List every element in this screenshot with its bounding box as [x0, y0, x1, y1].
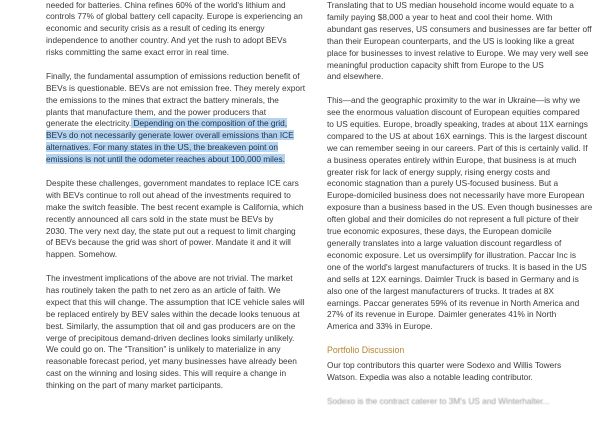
text-line: This—and the geographic proximity to the war in Ukraine—is why we: [327, 95, 581, 106]
text-line: generally translates into a large valuation discount regardless of: [327, 238, 562, 249]
text-line: a business operates entirely within Europe, that business is at much: [327, 154, 577, 165]
right-paragraph-1: [327, 0, 593, 83]
cut-off-line: Sodexo is the contract caterer to 3M's US and Winterhalter...: [327, 395, 550, 406]
text-line: 2030. The very next day, the state put out a request to limit charging: [46, 225, 296, 236]
text-line: BEVs is questionable. BEVs are not emission free. They merely export: [46, 82, 306, 93]
left-paragraph-4: [46, 273, 309, 392]
text-line: exposure than a business based in the US. Even though businesses are: [327, 202, 593, 213]
text-line: economic exposure. Let us oversimplify for illustration. Paccar Inc is: [327, 249, 577, 260]
text-line: happen. Somehow.: [46, 249, 118, 260]
left-paragraph-1: [46, 0, 309, 59]
text-line: has routinely taken the path to net zero as an article of faith. We: [46, 284, 281, 295]
section-heading: Portfolio Discussion: [327, 345, 405, 356]
text-line: abundant gas reserves, US consumers and businesses are far better off: [327, 23, 592, 34]
text-line: the emissions to the mines that extract the battery minerals, the: [46, 94, 279, 105]
text-line: earnings. Paccar generates 59% of its revenue in North America and: [327, 297, 580, 308]
text-line: Our top contributors this quarter were Sodexo and Willis Towers: [327, 359, 562, 370]
text-plain: generate the electricity.: [46, 118, 132, 129]
text-line: family paying $8,000 a year to heat and cool their home. With: [327, 11, 553, 22]
text-line: to US equities. Europe, broadly speaking, trades at about 11X earnings: [327, 118, 588, 129]
text-line: independence to another country. And yet the rush to adopt BEVs: [46, 35, 287, 46]
text-line: make the switch feasible. The best recent example is California, which: [46, 201, 304, 212]
text-line: meaningful production capacity shift from Europe to the US: [327, 59, 544, 70]
text-line: economic and security crisis as a result of ceding its energy: [46, 23, 265, 34]
text-line: we can remember seeing in our careers. Part of this is certainly valid. If: [327, 142, 588, 153]
highlighted-text[interactable]: alternatives. For many states in the US, the breakeven point on: [46, 142, 278, 153]
text-line-highlighted: [46, 142, 309, 154]
text-line: Translating that to US median household income would equate to a: [327, 0, 574, 10]
text-line-mixed: [46, 118, 309, 130]
text-line: America and 33% in Europe.: [327, 321, 433, 332]
text-line: see the enormous valuation discount of European equities compared: [327, 107, 580, 118]
text-line: one of the world's largest manufacturers of trucks. It is based in the US: [327, 261, 587, 272]
highlighted-text[interactable]: BEVs do not necessarily generate lower overall emissions than ICE: [46, 130, 294, 141]
text-line: with BEVs continue to roll out ahead of the investments required to: [46, 189, 291, 200]
text-line: controls 77% of global battery cell capacity. Europe is experiencing an: [46, 11, 303, 22]
text-line: Despite these challenges, government mandates to replace ICE cars: [46, 177, 299, 188]
highlighted-text[interactable]: emissions is not until the odometer reaches about 100,000 miles.: [46, 154, 285, 165]
text-line: expect that this will change. The assumption that ICE vehicle sales will: [46, 296, 305, 307]
text-line: and elsewhere.: [327, 71, 384, 82]
text-line: We could go on. The “Transition” is unlikely to materialize in any: [46, 344, 281, 355]
text-line: risks committing the same exact error in real time.: [46, 47, 230, 58]
text-line: than their European counterparts, and the US is looking like a great: [327, 35, 575, 46]
left-paragraph-3: [46, 178, 309, 261]
text-line-highlighted: [46, 154, 309, 166]
left-column: [46, 0, 309, 404]
text-line: The investment implications of the above are not trivial. The market: [46, 273, 293, 284]
text-line: verge of precipitous demand-driven declines looks similarly unlikely.: [46, 332, 295, 343]
text-line: Watson. Expedia was also a notable leading contributor.: [327, 371, 533, 382]
text-line: also one of the largest manufacturers of trucks. It trades at 8X: [327, 285, 554, 296]
text-line: needed for batteries. China refines 60% of the world's lithium and: [46, 0, 286, 10]
right-paragraph-2: [327, 95, 593, 333]
text-line: reasonable forecast period, yet many businesses have already been: [46, 356, 297, 367]
text-line: place for businesses to invest relative to Europe. We may very well see: [327, 47, 589, 58]
text-line: greater risk for lack of energy supply, rising energy costs and: [327, 166, 551, 177]
text-line: plants that manufacture them, and the power producers that: [46, 106, 266, 117]
text-line: thinking on the part of many market participants.: [46, 380, 224, 391]
highlighted-text[interactable]: Depending on the composition of the grid,: [131, 118, 288, 129]
text-line-highlighted: [46, 130, 309, 142]
text-line: cast on the winning and losing sides. This will require a change in: [46, 368, 287, 379]
text-line: best. Similarly, the assumption that oil and gas producers are on the: [46, 320, 296, 331]
text-line: 27% of its revenue in Europe. Daimler generates 41% in North: [327, 309, 557, 320]
text-line: often global and their domiciles do not represent a full picture of their: [327, 214, 579, 225]
text-line: be replaced entirely by BEV sales within the decade looks tenuous at: [46, 308, 300, 319]
text-line: true economic exposures, these days, the European domicile: [327, 226, 552, 237]
right-column: [327, 0, 593, 407]
text-line: Finally, the fundamental assumption of emissions reduction benefit of: [46, 70, 300, 81]
left-paragraph-2: [46, 71, 309, 166]
text-line: economic stagnation than a purely US-focused business. But a: [327, 178, 559, 189]
text-line: and sells at 12X earnings. Daimler Truck is based in Germany and is: [327, 273, 579, 284]
text-line: compared to the US at about 16X earnings. This is the largest discount: [327, 130, 587, 141]
text-line: Europe-domiciled business does not necessarily have more European: [327, 190, 585, 201]
text-line: of BEVs because the grid was short of power. Mandate it and it will: [46, 237, 291, 248]
text-line: recently announced all cars sold in the state must be BEVs by: [46, 213, 274, 224]
right-paragraph-3: [327, 360, 593, 384]
